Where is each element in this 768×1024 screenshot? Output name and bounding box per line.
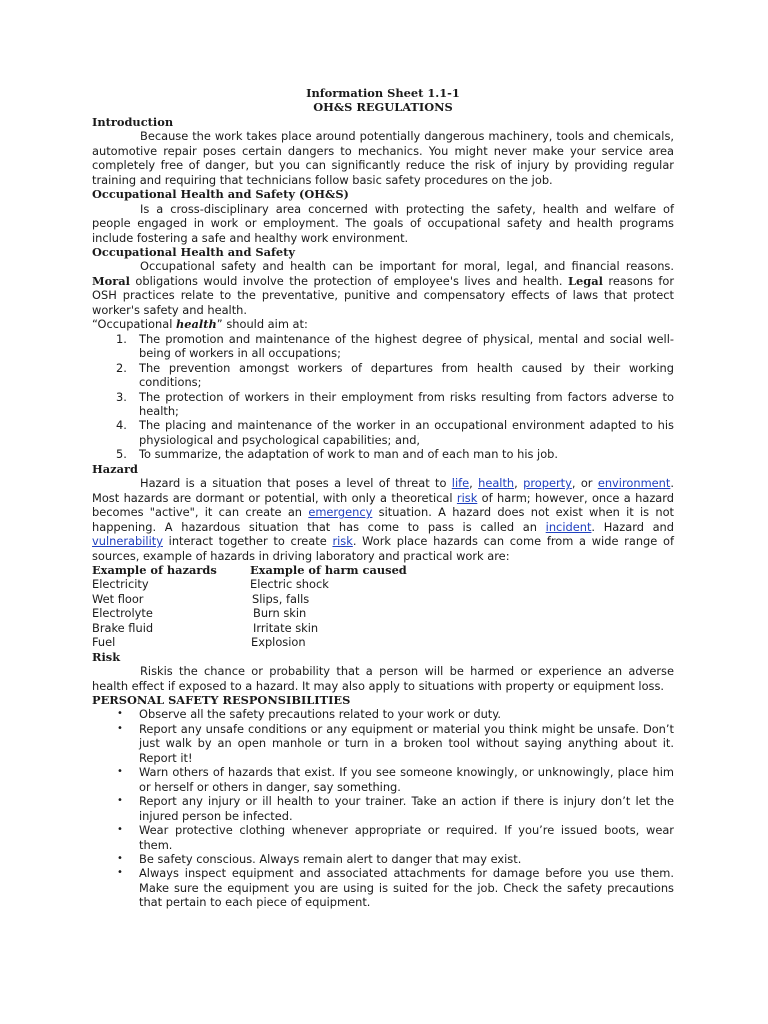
risk-body: Riskis the chance or probability that a person will be harmed or experience an adverse health effect if exposed to a hazard. It may also apply to situations with property or equipment loss. [92, 664, 674, 693]
aims-list [92, 332, 674, 462]
table-row [92, 606, 407, 620]
list-text: Report any unsafe conditions or any equipment or material you think might be unsafe. Don’t just walk by an open manhole or turn in a broken tool without saying anything about it. Report it! [139, 721, 674, 765]
bullet-icon: • [117, 766, 123, 778]
list-number: 1. [116, 331, 127, 346]
bullet-icon: • [117, 795, 123, 807]
list-text: The prevention amongst workers of departures from health caused by their working conditions; [139, 360, 674, 390]
list-item [92, 707, 674, 721]
link-risk[interactable]: risk [456, 490, 478, 505]
table-cell-harm: Slips, falls [252, 591, 310, 606]
list-item [92, 765, 674, 794]
table-row [92, 635, 407, 649]
aim-intro [92, 317, 674, 331]
moral-term: Moral [92, 273, 130, 288]
ohs2-heading: Occupational Health and Safety [92, 244, 296, 259]
list-text: To summarize, the adaptation of work to man and of each man to his job. [139, 447, 559, 462]
list-number: 5. [116, 447, 127, 462]
hazards-table [92, 563, 407, 650]
ohs-heading: Occupational Health and Safety (OH&S) [92, 187, 349, 202]
table-cell-hazard: Electricity [92, 577, 149, 592]
sheet-subtitle: OH&S REGULATIONS [313, 100, 453, 115]
list-number: 2. [116, 360, 127, 375]
list-item [92, 794, 674, 823]
table-cell-harm: Explosion [251, 635, 306, 650]
list-text: Wear protective clothing whenever appropriate or required. If you’re issued boots, wear them. [139, 823, 674, 852]
list-item [92, 361, 674, 390]
list-item [92, 332, 674, 361]
list-number: 4. [116, 418, 127, 433]
list-text: The placing and maintenance of the worker in an occupational environment adapted to his physiological and psychological capabilities; and, [139, 418, 674, 447]
table-cell-hazard: Brake fluid [92, 620, 154, 635]
table-cell-harm: Burn skin [253, 606, 307, 621]
hazard-text: Hazard is a situation that poses a level of threat to [140, 476, 447, 491]
sheet-title: Information Sheet 1.1-1 [306, 86, 460, 100]
table-cell-harm: Irritate skin [253, 620, 319, 635]
list-text: The protection of workers in their employment from risks resulting from factors adverse to health; [139, 389, 674, 418]
list-text: Warn others of hazards that exist. If you see someone knowingly, or unknowingly, place him or herself or others in danger, say something. [139, 765, 674, 794]
table-row [92, 577, 407, 591]
hazard-text: situation. A hazard does not exist when it is not happening. A hazardous situation that has come to pass is called an [92, 505, 675, 534]
aim-health-term: health [176, 317, 217, 332]
responsibilities-list [92, 707, 674, 909]
hazard-body: Hazard is a situation that poses a level of threat to life, health, property, or environment. Most hazards are dormant or potential, with only a theoretical risk of harm; however, once a hazard becomes "active", it can create an emergency situation. A hazard does not exist when it is not happening. A hazardous situation that has come to pass is called an incident. Hazard and vulnerability interact together to create risk. Work place hazards can come from a wide range of sources, example of hazards in driving laboratory and practical work are: [92, 476, 675, 563]
table-cell-hazard: Fuel [92, 635, 116, 650]
list-item [92, 866, 674, 909]
hazard-text: . Work place hazards can come from a wide range of sources, example of hazards in driving laboratory and practical work are: [92, 534, 674, 563]
ohs-body: Is a cross-disciplinary area concerned with protecting the safety, health and welfare of people engaged in work or employment. The goals of occupational safety and health programs include fostering a safe and healthy work environment. [92, 201, 674, 245]
ohs2-body [92, 259, 674, 317]
list-item [92, 447, 674, 461]
hazard-text: . Hazard and [591, 519, 675, 534]
hazard-heading: Hazard [92, 461, 138, 476]
ohs2-body-a: Occupational safety and health can be important for moral, legal, and financial reasons. [140, 259, 674, 274]
list-number: 3. [116, 389, 127, 404]
list-text: Always inspect equipment and associated attachments for damage before you use them. Make sure the equipment you are using is suited for the job. Check the safety precautions that pertain to each piece of equipment. [139, 866, 674, 910]
bullet-icon: • [117, 867, 123, 879]
link-health[interactable]: health [478, 476, 515, 491]
table-cell-hazard: Electrolyte [92, 606, 153, 621]
link-environment[interactable]: environment [597, 476, 671, 491]
list-text: Observe all the safety precautions related to your work or duty. [139, 707, 502, 722]
link-risk-2[interactable]: risk [332, 534, 353, 549]
hazard-text: , or [571, 476, 593, 491]
table-header-harm: Example of harm caused [250, 562, 407, 577]
table-row [92, 621, 407, 635]
link-vulnerability[interactable]: vulnerability [92, 534, 163, 549]
link-life[interactable]: life [451, 476, 470, 491]
table-header-row [92, 563, 407, 577]
hazard-text: interact together to create [168, 534, 327, 549]
ohs2-body-b: obligations would involve the protection of employee's lives and health. [135, 273, 563, 288]
table-cell-hazard: Wet floor [92, 591, 144, 606]
aim-text-b: ” should aim at: [216, 317, 308, 332]
bullet-icon: • [117, 853, 123, 865]
list-item [92, 852, 674, 866]
list-item [92, 418, 674, 447]
list-text: Report any injury or ill health to your trainer. Take an action if there is injury don’t let the injured person be infected. [139, 794, 674, 823]
table-cell-harm: Electric shock [250, 577, 329, 592]
intro-heading: Introduction [92, 114, 174, 129]
document-page [92, 86, 674, 910]
legal-term: Legal [567, 273, 603, 288]
intro-body: Because the work takes place around potentially dangerous machinery, tools and chemicals, automotive repair poses certain dangers to mechanics. You might never make your service area completely free of danger, but you can significantly reduce the risk of injury by providing regular training and requiring that technicians follow basic safety procedures on the job. [92, 129, 674, 187]
hazard-text: of harm; however, once a hazard becomes "active", it can create an [92, 490, 674, 520]
list-item [92, 390, 674, 419]
personal-heading: PERSONAL SAFETY RESPONSIBILITIES [92, 693, 351, 708]
link-property[interactable]: property [523, 476, 572, 491]
bullet-icon: • [117, 824, 123, 836]
table-header-hazards: Example of hazards [92, 562, 217, 577]
hazard-text: . Most hazards are dormant or potential, with only a theoretical [92, 476, 674, 505]
bullet-icon: • [117, 722, 123, 734]
link-incident[interactable]: incident [545, 519, 592, 534]
list-item [92, 722, 674, 765]
risk-heading: Risk [92, 649, 121, 664]
bullet-icon: • [117, 708, 123, 720]
aim-text-a: “Occupational [92, 317, 173, 332]
list-text: Be safety conscious. Always remain alert to danger that may exist. [139, 852, 522, 867]
table-row [92, 592, 407, 606]
list-item [92, 823, 674, 852]
ohs2-body-c: reasons for OSH practices relate to the preventative, punitive and compensatory effects of laws that protect worker's safety and health. [92, 273, 675, 317]
list-text: The promotion and maintenance of the highest degree of physical, mental and social well-being of workers in all occupations; [139, 331, 674, 361]
link-emergency[interactable]: emergency [308, 505, 373, 520]
